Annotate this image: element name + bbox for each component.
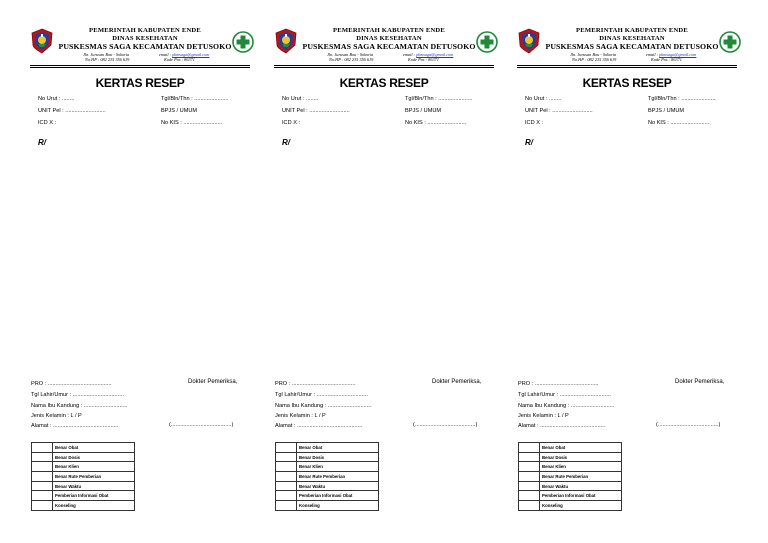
field-alamat: Alamat : ..........................................: [31, 423, 119, 429]
field-alamat: Alamat : ..........................................: [275, 423, 363, 429]
regency-emblem-icon: [517, 28, 541, 54]
header-government: PEMERINTAH KABUPATEN ENDE: [89, 27, 201, 34]
header-address: Jln. Jurusan Bou - Sokoria: [570, 52, 617, 57]
checklist-label: Benar Rute Pemberian: [297, 472, 379, 482]
header-facility: PUSKESMAS SAGA KECAMATAN DETUSOKO: [302, 42, 476, 51]
header-facility: PUSKESMAS SAGA KECAMATAN DETUSOKO: [58, 42, 232, 51]
checklist-checkbox[interactable]: [276, 443, 297, 453]
prescription-sheet-1: [0, 0, 256, 543]
field-unit-pel: UNIT Pel : ..........................: [38, 108, 106, 114]
field-jenis-kelamin: Jenis Kelamin : L / P: [518, 413, 569, 419]
header-phone: No.HP : 082 235 356 619: [85, 57, 130, 62]
prescription-sheet-2: [244, 0, 500, 543]
field-bpjs-umum: BPJS / UMUM: [648, 108, 685, 114]
checklist-row: [519, 501, 622, 511]
checklist-row: [276, 443, 379, 453]
checklist-checkbox[interactable]: [32, 481, 53, 491]
header-phone: No.HP : 082 235 356 619: [329, 57, 374, 62]
rx-symbol: R/: [282, 138, 290, 147]
header-department: DINAS KESEHATAN: [356, 35, 422, 42]
field-jenis-kelamin: Jenis Kelamin : L / P: [31, 413, 82, 419]
field-pro: PRO : .........................................: [31, 381, 112, 387]
page-title: KERTAS RESEP: [582, 76, 672, 90]
header-government: PEMERINTAH KABUPATEN ENDE: [333, 27, 445, 34]
checklist-row: [519, 481, 622, 491]
checklist-checkbox[interactable]: [519, 491, 540, 501]
checklist-row: [32, 481, 135, 491]
checklist-label: Benar Obat: [53, 443, 135, 453]
checklist-checkbox[interactable]: [276, 501, 297, 511]
checklist-label: Benar Dosis: [297, 452, 379, 462]
field-bpjs-umum: BPJS / UMUM: [161, 108, 198, 114]
header-postal: Kode Pos : 86371: [651, 57, 682, 62]
checklist-row: [32, 491, 135, 501]
field-bpjs-umum: BPJS / UMUM: [405, 108, 442, 114]
header-address: Jln. Jurusan Bou - Sokoria: [83, 52, 130, 57]
doctor-label: Dokter Pemeriksa,: [432, 379, 482, 385]
checklist-table: [31, 442, 135, 511]
checklist-checkbox[interactable]: [276, 472, 297, 482]
health-cross-icon: [719, 31, 741, 53]
checklist-row: [32, 452, 135, 462]
header-department: DINAS KESEHATAN: [112, 35, 178, 42]
regency-emblem-icon: [274, 28, 298, 54]
field-tgl-lahir: Tgl Lahir/Umur : .................................: [31, 392, 124, 398]
checklist-row: [519, 452, 622, 462]
field-no-urut: No Urut : ........: [525, 96, 562, 102]
header-divider-thin: [517, 67, 737, 68]
checklist-checkbox[interactable]: [519, 452, 540, 462]
checklist-checkbox[interactable]: [276, 462, 297, 472]
checklist-checkbox[interactable]: [519, 462, 540, 472]
checklist-table: [275, 442, 379, 511]
field-no-kis: No KIS : .........................: [648, 120, 710, 126]
checklist-row: [32, 443, 135, 453]
rx-symbol: R/: [38, 138, 46, 147]
regency-emblem-icon: [30, 28, 54, 54]
field-ibu-kandung: Nama Ibu Kandung : ............................: [31, 403, 128, 409]
page-title: KERTAS RESEP: [339, 76, 429, 90]
checklist-checkbox[interactable]: [519, 501, 540, 511]
field-no-kis: No KIS : .........................: [161, 120, 223, 126]
checklist-label: Benar Waktu: [297, 481, 379, 491]
checklist-row: [276, 491, 379, 501]
checklist-label: Benar Waktu: [540, 481, 622, 491]
checklist-checkbox[interactable]: [519, 481, 540, 491]
checklist-checkbox[interactable]: [32, 501, 53, 511]
header-divider: [30, 65, 250, 66]
doctor-label: Dokter Pemeriksa,: [675, 379, 725, 385]
header-government: PEMERINTAH KABUPATEN ENDE: [576, 27, 688, 34]
checklist-label: Benar Rute Pemberian: [53, 472, 135, 482]
field-icd: ICD X :: [38, 120, 57, 126]
field-no-urut: No Urut : ........: [38, 96, 75, 102]
checklist-row: [519, 443, 622, 453]
checklist-row: [32, 501, 135, 511]
field-tgl-bln-thn: Tgl/Bln/Thn : ......................: [161, 96, 229, 102]
signature-line: (.......................................): [413, 422, 478, 428]
checklist-label: Benar Obat: [540, 443, 622, 453]
header-divider: [517, 65, 737, 66]
checklist-label: Benar Rute Pemberian: [540, 472, 622, 482]
checklist-checkbox[interactable]: [276, 481, 297, 491]
field-jenis-kelamin: Jenis Kelamin : L / P: [275, 413, 326, 419]
checklist-label: Konseling: [53, 501, 135, 511]
checklist-label: Benar Klien: [53, 462, 135, 472]
checklist-row: [276, 501, 379, 511]
header-postal: Kode Pos : 86371: [408, 57, 439, 62]
checklist-row: [32, 462, 135, 472]
signature-line: (.......................................): [656, 422, 721, 428]
checklist-label: Pemberian Informasi Obat: [53, 491, 135, 501]
field-tgl-bln-thn: Tgl/Bln/Thn : ......................: [648, 96, 716, 102]
doctor-label: Dokter Pemeriksa,: [188, 379, 238, 385]
field-pro: PRO : .........................................: [275, 381, 356, 387]
checklist-table: [518, 442, 622, 511]
email-label: email :: [646, 52, 659, 57]
checklist-row: [276, 462, 379, 472]
rx-symbol: R/: [525, 138, 533, 147]
email-link[interactable]: pkmsaga@gmail.com: [416, 52, 454, 57]
field-ibu-kandung: Nama Ibu Kandung : ............................: [518, 403, 615, 409]
field-tgl-bln-thn: Tgl/Bln/Thn : ......................: [405, 96, 473, 102]
checklist-checkbox[interactable]: [32, 452, 53, 462]
prescription-sheet-3: [487, 0, 743, 543]
email-label: email :: [403, 52, 416, 57]
header-address: Jln. Jurusan Bou - Sokoria: [327, 52, 374, 57]
header-divider: [274, 65, 494, 66]
field-icd: ICD X :: [282, 120, 301, 126]
checklist-label: Pemberian Informasi Obat: [540, 491, 622, 501]
checklist-row: [519, 472, 622, 482]
field-no-kis: No KIS : .........................: [405, 120, 467, 126]
checklist-checkbox[interactable]: [519, 443, 540, 453]
checklist-label: Benar Klien: [540, 462, 622, 472]
checklist-checkbox[interactable]: [276, 452, 297, 462]
email-link[interactable]: pkmsaga@gmail.com: [172, 52, 210, 57]
field-pro: PRO : .........................................: [518, 381, 599, 387]
page-title: KERTAS RESEP: [95, 76, 185, 90]
checklist-checkbox[interactable]: [519, 472, 540, 482]
field-unit-pel: UNIT Pel : ..........................: [282, 108, 350, 114]
checklist-label: Benar Dosis: [53, 452, 135, 462]
checklist-label: Benar Klien: [297, 462, 379, 472]
checklist-checkbox[interactable]: [32, 443, 53, 453]
checklist-row: [32, 472, 135, 482]
header-divider-thin: [30, 67, 250, 68]
checklist-label: Benar Dosis: [540, 452, 622, 462]
checklist-checkbox[interactable]: [32, 462, 53, 472]
checklist-label: Pemberian Informasi Obat: [297, 491, 379, 501]
header-postal: Kode Pos : 86371: [164, 57, 195, 62]
header-phone: No.HP : 082 235 356 619: [572, 57, 617, 62]
checklist-checkbox[interactable]: [32, 491, 53, 501]
email-link[interactable]: pkmsaga@gmail.com: [659, 52, 697, 57]
signature-line: (.......................................): [169, 422, 234, 428]
email-label: email :: [159, 52, 172, 57]
checklist-row: [276, 452, 379, 462]
field-ibu-kandung: Nama Ibu Kandung : ............................: [275, 403, 372, 409]
field-no-urut: No Urut : ........: [282, 96, 319, 102]
checklist-row: [519, 491, 622, 501]
checklist-label: Benar Obat: [297, 443, 379, 453]
checklist-label: Konseling: [540, 501, 622, 511]
checklist-row: [276, 481, 379, 491]
checklist-checkbox[interactable]: [32, 472, 53, 482]
checklist-checkbox[interactable]: [276, 491, 297, 501]
checklist-label: Konseling: [297, 501, 379, 511]
checklist-row: [519, 462, 622, 472]
checklist-row: [276, 472, 379, 482]
header-facility: PUSKESMAS SAGA KECAMATAN DETUSOKO: [545, 42, 719, 51]
header-department: DINAS KESEHATAN: [599, 35, 665, 42]
field-alamat: Alamat : ..........................................: [518, 423, 606, 429]
field-tgl-lahir: Tgl Lahir/Umur : .................................: [275, 392, 368, 398]
checklist-label: Benar Waktu: [53, 481, 135, 491]
header-divider-thin: [274, 67, 494, 68]
field-unit-pel: UNIT Pel : ..........................: [525, 108, 593, 114]
field-icd: ICD X :: [525, 120, 544, 126]
field-tgl-lahir: Tgl Lahir/Umur : .................................: [518, 392, 611, 398]
